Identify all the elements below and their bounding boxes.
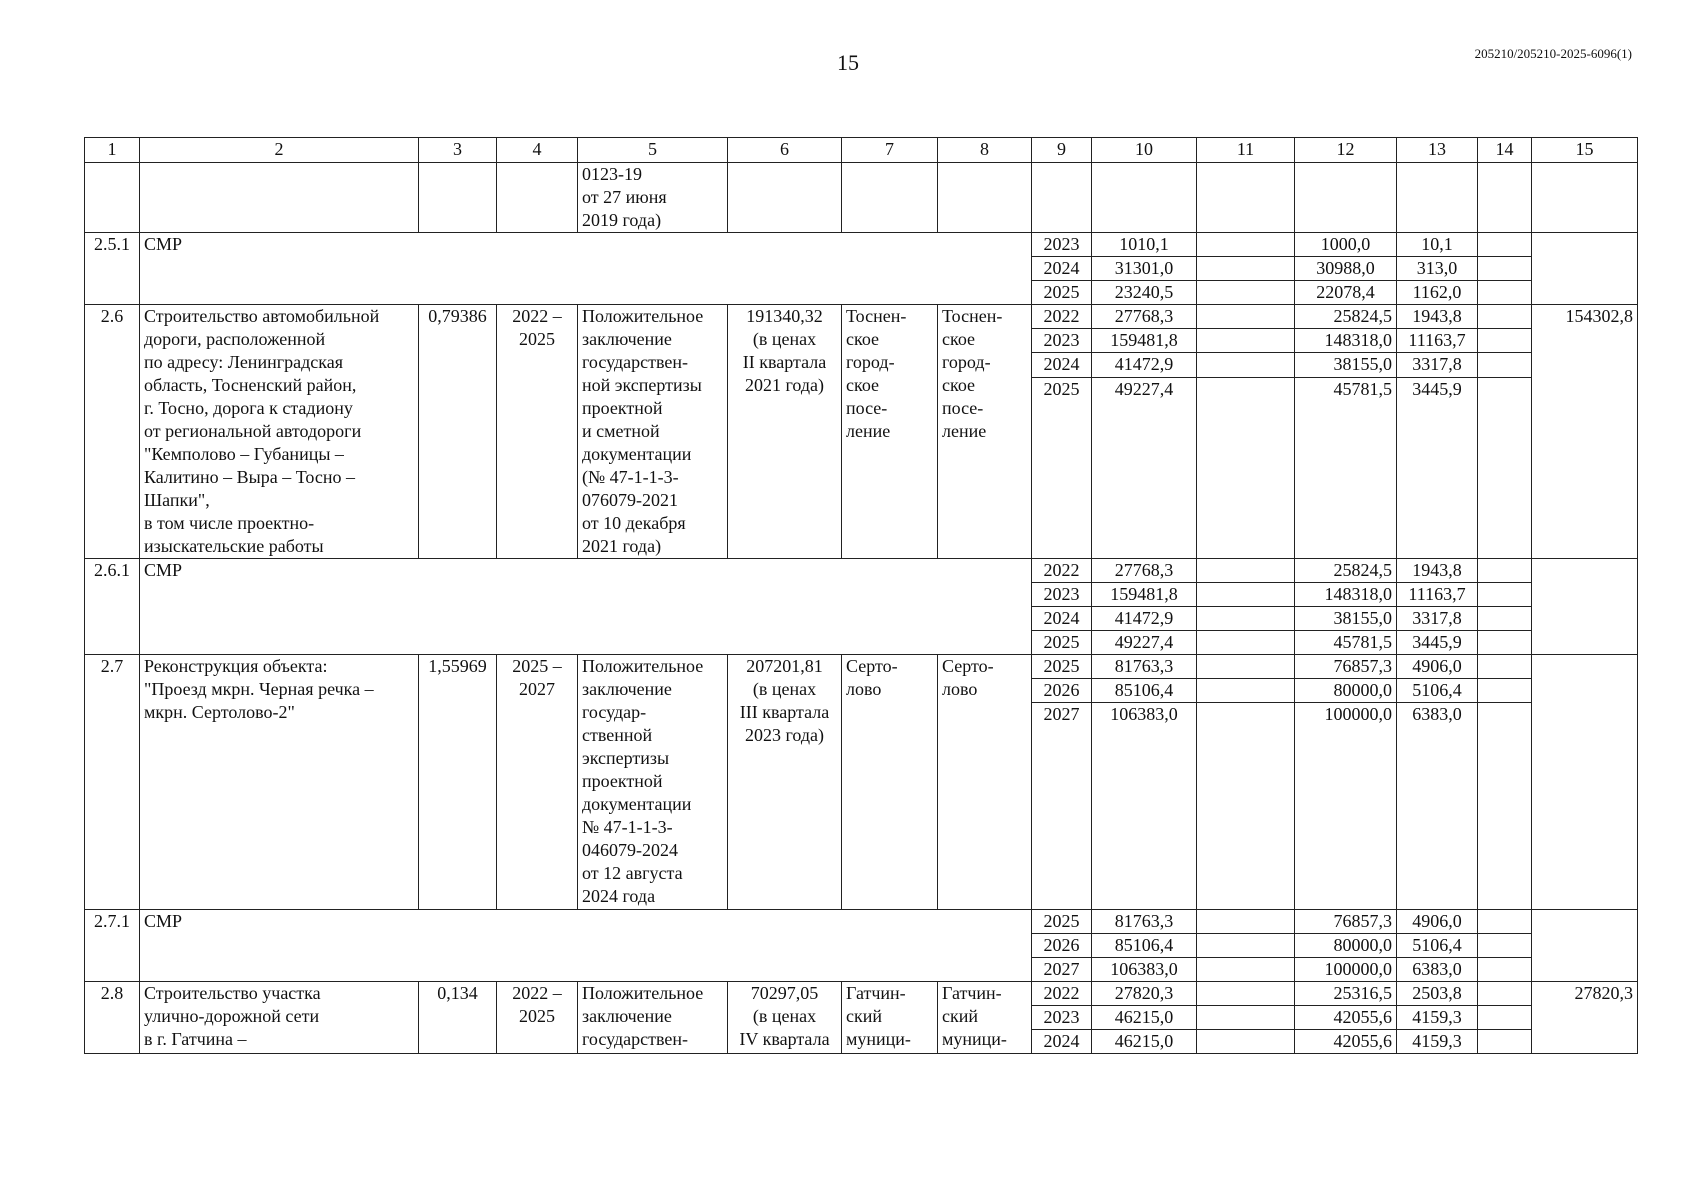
regional-cell: 148318,0: [1295, 583, 1397, 607]
object-name: Строительство автомобильной дороги, расположенной по адресу: Ленинградская область, Тосненский район, г. Тосно, дорога к стадиону от региональной автодороги "Кемполово – Губаницы – Калитино – Выра – Тосно – Шапки", в том числе проектно- изыскательские работы: [140, 305, 419, 559]
year-cell: 2022: [1032, 982, 1092, 1006]
object-name: Строительство участка улично-дорожной сети в г. Гатчина –: [140, 982, 419, 1054]
municipality-cell: Гатчин- ский муници-: [938, 982, 1032, 1054]
local-cell: 4906,0: [1397, 910, 1478, 934]
local-cell: 2503,8: [1397, 982, 1478, 1006]
table-row: [85, 233, 1638, 257]
col-num: 9: [1032, 138, 1092, 163]
estimate-cell: 191340,32 (в ценах II квартала 2021 года): [728, 305, 842, 559]
local-cell: 313,0: [1397, 257, 1478, 281]
capacity-cell: 0,134: [419, 982, 497, 1054]
row-number: 2.6.1: [85, 559, 140, 655]
total-cell: 85106,4: [1092, 934, 1197, 958]
local-cell: 3445,9: [1397, 377, 1478, 558]
row-name: СМР: [140, 233, 1032, 305]
total-cell: 27820,3: [1092, 982, 1197, 1006]
regional-cell: 100000,0: [1295, 958, 1397, 982]
year-cell: 2025: [1032, 377, 1092, 558]
estimate-cell: 207201,81 (в ценах III квартала 2023 года): [728, 655, 842, 910]
local-cell: 1943,8: [1397, 305, 1478, 329]
year-cell: 2022: [1032, 559, 1092, 583]
local-cell: 6383,0: [1397, 958, 1478, 982]
table-row: [85, 910, 1638, 934]
col-num: 15: [1532, 138, 1638, 163]
total-cell: 23240,5: [1092, 281, 1197, 305]
total-cell: 85106,4: [1092, 679, 1197, 703]
total-cell: 49227,4: [1092, 631, 1197, 655]
year-cell: 2023: [1032, 1006, 1092, 1030]
row-name: СМР: [140, 559, 1032, 655]
regional-cell: 25824,5: [1295, 305, 1397, 329]
period-cell: 2022 – 2025: [497, 982, 578, 1054]
total-cell: 49227,4: [1092, 377, 1197, 558]
expertise-cell: Положительное заключение государствен-: [578, 982, 728, 1054]
year-cell: 2024: [1032, 353, 1092, 377]
expertise-cell: Положительное заключение государ- ственной экспертизы проектной документации № 47-1-1-3- 046079-2024 от 12 августа 2024 года: [578, 655, 728, 910]
document-id: 205210/205210-2025-6096(1): [1474, 46, 1632, 61]
year-cell: 2022: [1032, 305, 1092, 329]
total-cell: 31301,0: [1092, 257, 1197, 281]
year-cell: 2023: [1032, 233, 1092, 257]
regional-cell: 25824,5: [1295, 559, 1397, 583]
expertise-cell: Положительное заключение государствен- ной экспертизы проектной и сметной документации (№ 47-1-1-3- 076079-2021 от 10 декабря 2021 года): [578, 305, 728, 559]
row-number: 2.5.1: [85, 233, 140, 305]
customer-cell: Серто- лово: [842, 655, 938, 910]
regional-cell: 100000,0: [1295, 703, 1397, 910]
municipality-cell: Серто- лово: [938, 655, 1032, 910]
row-number: 2.7.1: [85, 910, 140, 982]
year-cell: 2025: [1032, 910, 1092, 934]
local-cell: 1162,0: [1397, 281, 1478, 305]
col-num: 14: [1478, 138, 1532, 163]
year-cell: 2027: [1032, 703, 1092, 910]
year-cell: 2027: [1032, 958, 1092, 982]
col-num: 2: [140, 138, 419, 163]
col-num: 1: [85, 138, 140, 163]
local-cell: 5106,4: [1397, 679, 1478, 703]
year-cell: 2024: [1032, 607, 1092, 631]
regional-cell: 42055,6: [1295, 1006, 1397, 1030]
municipality-cell: Тоснен- ское город- ское посе- ление: [938, 305, 1032, 559]
year-cell: 2025: [1032, 281, 1092, 305]
col-num: 6: [728, 138, 842, 163]
year-cell: 2023: [1032, 329, 1092, 353]
remaining-cost-cell: 154302,8: [1532, 305, 1638, 559]
regional-cell: 76857,3: [1295, 655, 1397, 679]
investment-objects-table: [84, 137, 1638, 1054]
customer-cell: Тоснен- ское город- ское посе- ление: [842, 305, 938, 559]
local-cell: 4906,0: [1397, 655, 1478, 679]
col-num: 11: [1197, 138, 1295, 163]
expertise-cell: 0123-19 от 27 июня 2019 года): [578, 163, 728, 233]
column-number-row: [85, 138, 1638, 163]
row-name: СМР: [140, 910, 1032, 982]
regional-cell: 1000,0: [1295, 233, 1397, 257]
total-cell: 106383,0: [1092, 703, 1197, 910]
total-cell: 159481,8: [1092, 583, 1197, 607]
local-cell: 5106,4: [1397, 934, 1478, 958]
regional-cell: 22078,4: [1295, 281, 1397, 305]
estimate-cell: 70297,05 (в ценах IV квартала: [728, 982, 842, 1054]
period-cell: 2025 – 2027: [497, 655, 578, 910]
regional-cell: 148318,0: [1295, 329, 1397, 353]
capacity-cell: 0,79386: [419, 305, 497, 559]
local-cell: 3445,9: [1397, 631, 1478, 655]
local-cell: 6383,0: [1397, 703, 1478, 910]
remaining-cost-cell: 27820,3: [1532, 982, 1638, 1054]
total-cell: 46215,0: [1092, 1030, 1197, 1054]
regional-cell: 38155,0: [1295, 607, 1397, 631]
col-num: 8: [938, 138, 1032, 163]
col-num: 13: [1397, 138, 1478, 163]
col-num: 5: [578, 138, 728, 163]
year-cell: 2024: [1032, 257, 1092, 281]
regional-cell: 45781,5: [1295, 631, 1397, 655]
regional-cell: 76857,3: [1295, 910, 1397, 934]
regional-cell: 25316,5: [1295, 982, 1397, 1006]
year-cell: 2025: [1032, 631, 1092, 655]
table-row: [85, 559, 1638, 583]
customer-cell: Гатчин- ский муници-: [842, 982, 938, 1054]
year-cell: 2026: [1032, 934, 1092, 958]
regional-cell: 38155,0: [1295, 353, 1397, 377]
local-cell: 1943,8: [1397, 559, 1478, 583]
total-cell: 81763,3: [1092, 910, 1197, 934]
capacity-cell: 1,55969: [419, 655, 497, 910]
local-cell: 11163,7: [1397, 329, 1478, 353]
regional-cell: 80000,0: [1295, 934, 1397, 958]
year-cell: 2025: [1032, 655, 1092, 679]
col-num: 3: [419, 138, 497, 163]
row-number: 2.7: [85, 655, 140, 910]
object-name: Реконструкция объекта: "Проезд мкрн. Черная речка – мкрн. Сертолово-2": [140, 655, 419, 910]
local-cell: 10,1: [1397, 233, 1478, 257]
total-cell: 1010,1: [1092, 233, 1197, 257]
regional-cell: 30988,0: [1295, 257, 1397, 281]
col-num: 12: [1295, 138, 1397, 163]
table-row: [85, 305, 1638, 329]
row-number: 2.6: [85, 305, 140, 559]
local-cell: 3317,8: [1397, 353, 1478, 377]
local-cell: 3317,8: [1397, 607, 1478, 631]
local-cell: 4159,3: [1397, 1030, 1478, 1054]
local-cell: 4159,3: [1397, 1006, 1478, 1030]
total-cell: 159481,8: [1092, 329, 1197, 353]
period-cell: 2022 – 2025: [497, 305, 578, 559]
total-cell: 27768,3: [1092, 305, 1197, 329]
col-num: 7: [842, 138, 938, 163]
col-num: 4: [497, 138, 578, 163]
table-row: [85, 655, 1638, 679]
total-cell: 41472,9: [1092, 607, 1197, 631]
page-number: 15: [837, 50, 859, 75]
total-cell: 27768,3: [1092, 559, 1197, 583]
total-cell: 106383,0: [1092, 958, 1197, 982]
col-num: 10: [1092, 138, 1197, 163]
table-row: [85, 982, 1638, 1006]
table-row-continuation: [85, 163, 1638, 233]
local-cell: 11163,7: [1397, 583, 1478, 607]
regional-cell: 42055,6: [1295, 1030, 1397, 1054]
year-cell: 2026: [1032, 679, 1092, 703]
total-cell: 81763,3: [1092, 655, 1197, 679]
year-cell: 2023: [1032, 583, 1092, 607]
regional-cell: 80000,0: [1295, 679, 1397, 703]
total-cell: 46215,0: [1092, 1006, 1197, 1030]
regional-cell: 45781,5: [1295, 377, 1397, 558]
total-cell: 41472,9: [1092, 353, 1197, 377]
row-number: 2.8: [85, 982, 140, 1054]
year-cell: 2024: [1032, 1030, 1092, 1054]
